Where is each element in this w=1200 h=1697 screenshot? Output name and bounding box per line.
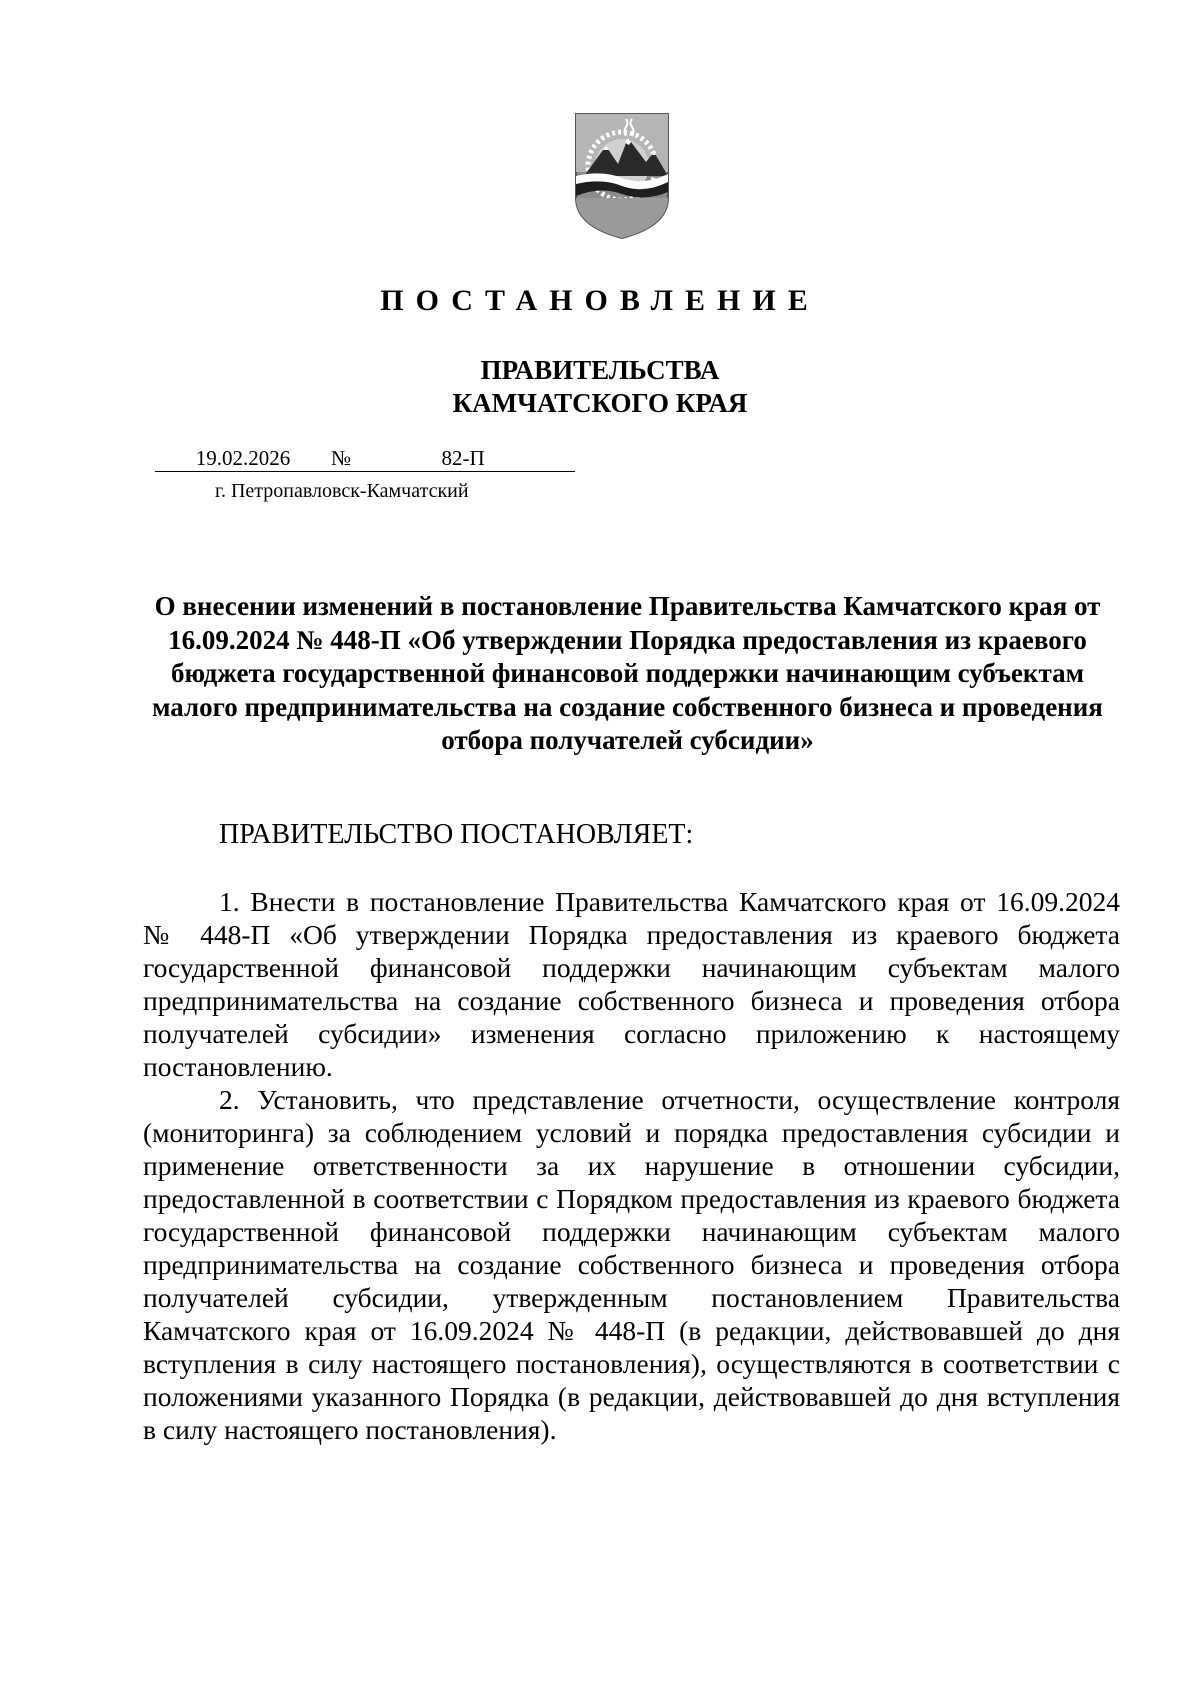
issuing-authority — [0, 354, 1200, 420]
document-title: ПОСТАНОВЛЕНИЕ — [380, 284, 820, 317]
decree-heading: ПРАВИТЕЛЬСТВО ПОСТАНОВЛЯЕТ: — [219, 819, 694, 850]
document-body — [143, 885, 1120, 1446]
coat-of-arms-emblem — [572, 112, 672, 242]
authority-line-1: ПРАВИТЕЛЬСТВА — [480, 355, 720, 385]
date-number-line — [155, 445, 575, 472]
number-sign: № — [331, 446, 352, 470]
authority-line-2: КАМЧАТСКОГО КРАЯ — [452, 388, 748, 418]
paragraph-1: 1. Внести в постановление Правительства Камчатского края от 16.09.2024 № 448-П «Об утверждении Порядка предоставления из краевого бюджета государственной финансовой поддержки начинающим субъектам малого предпринимательства на создание собственного бизнеса и проведения отбора получателей субсидии» изменения согласно приложению к настоящему постановлению. — [143, 886, 1120, 1082]
issue-city: г. Петропавловск-Камчатский — [215, 480, 469, 502]
document-subject: О внесении изменений в постановление Правительства Камчатского края от 16.09.2024 № 448-П «Об утверждении Порядка предоставления из краевого бюджета государственной финансовой поддержки начинающим субъектам малого предпринимательства на создание собственного бизнеса и проведения отбора получателей субсидии» — [152, 591, 1103, 755]
paragraph-2: 2. Установить, что представление отчетности, осуществление контроля (мониторинга) за соблюдением условий и порядка предоставления субсидии и применение ответственности за их нарушение в отношении субсидии, предоставленной в соответствии с Порядком предоставления из краевого бюджета государственной финансовой поддержки начинающим субъектам малого предпринимательства на создание собственного бизнеса и проведения отбора получателей субсидии, утвержденным постановлением Правительства Камчатского края от 16.09.2024 № 448-П (в редакции, действовавшей до дня вступления в силу настоящего постановления), осуществляются в соответствии с положениями указанного Порядка (в редакции, действовавшей до дня вступления в силу настоящего постановления). — [143, 1084, 1120, 1445]
document-date: 19.02.2026 — [155, 445, 331, 472]
document-number: 82-П — [351, 445, 575, 472]
